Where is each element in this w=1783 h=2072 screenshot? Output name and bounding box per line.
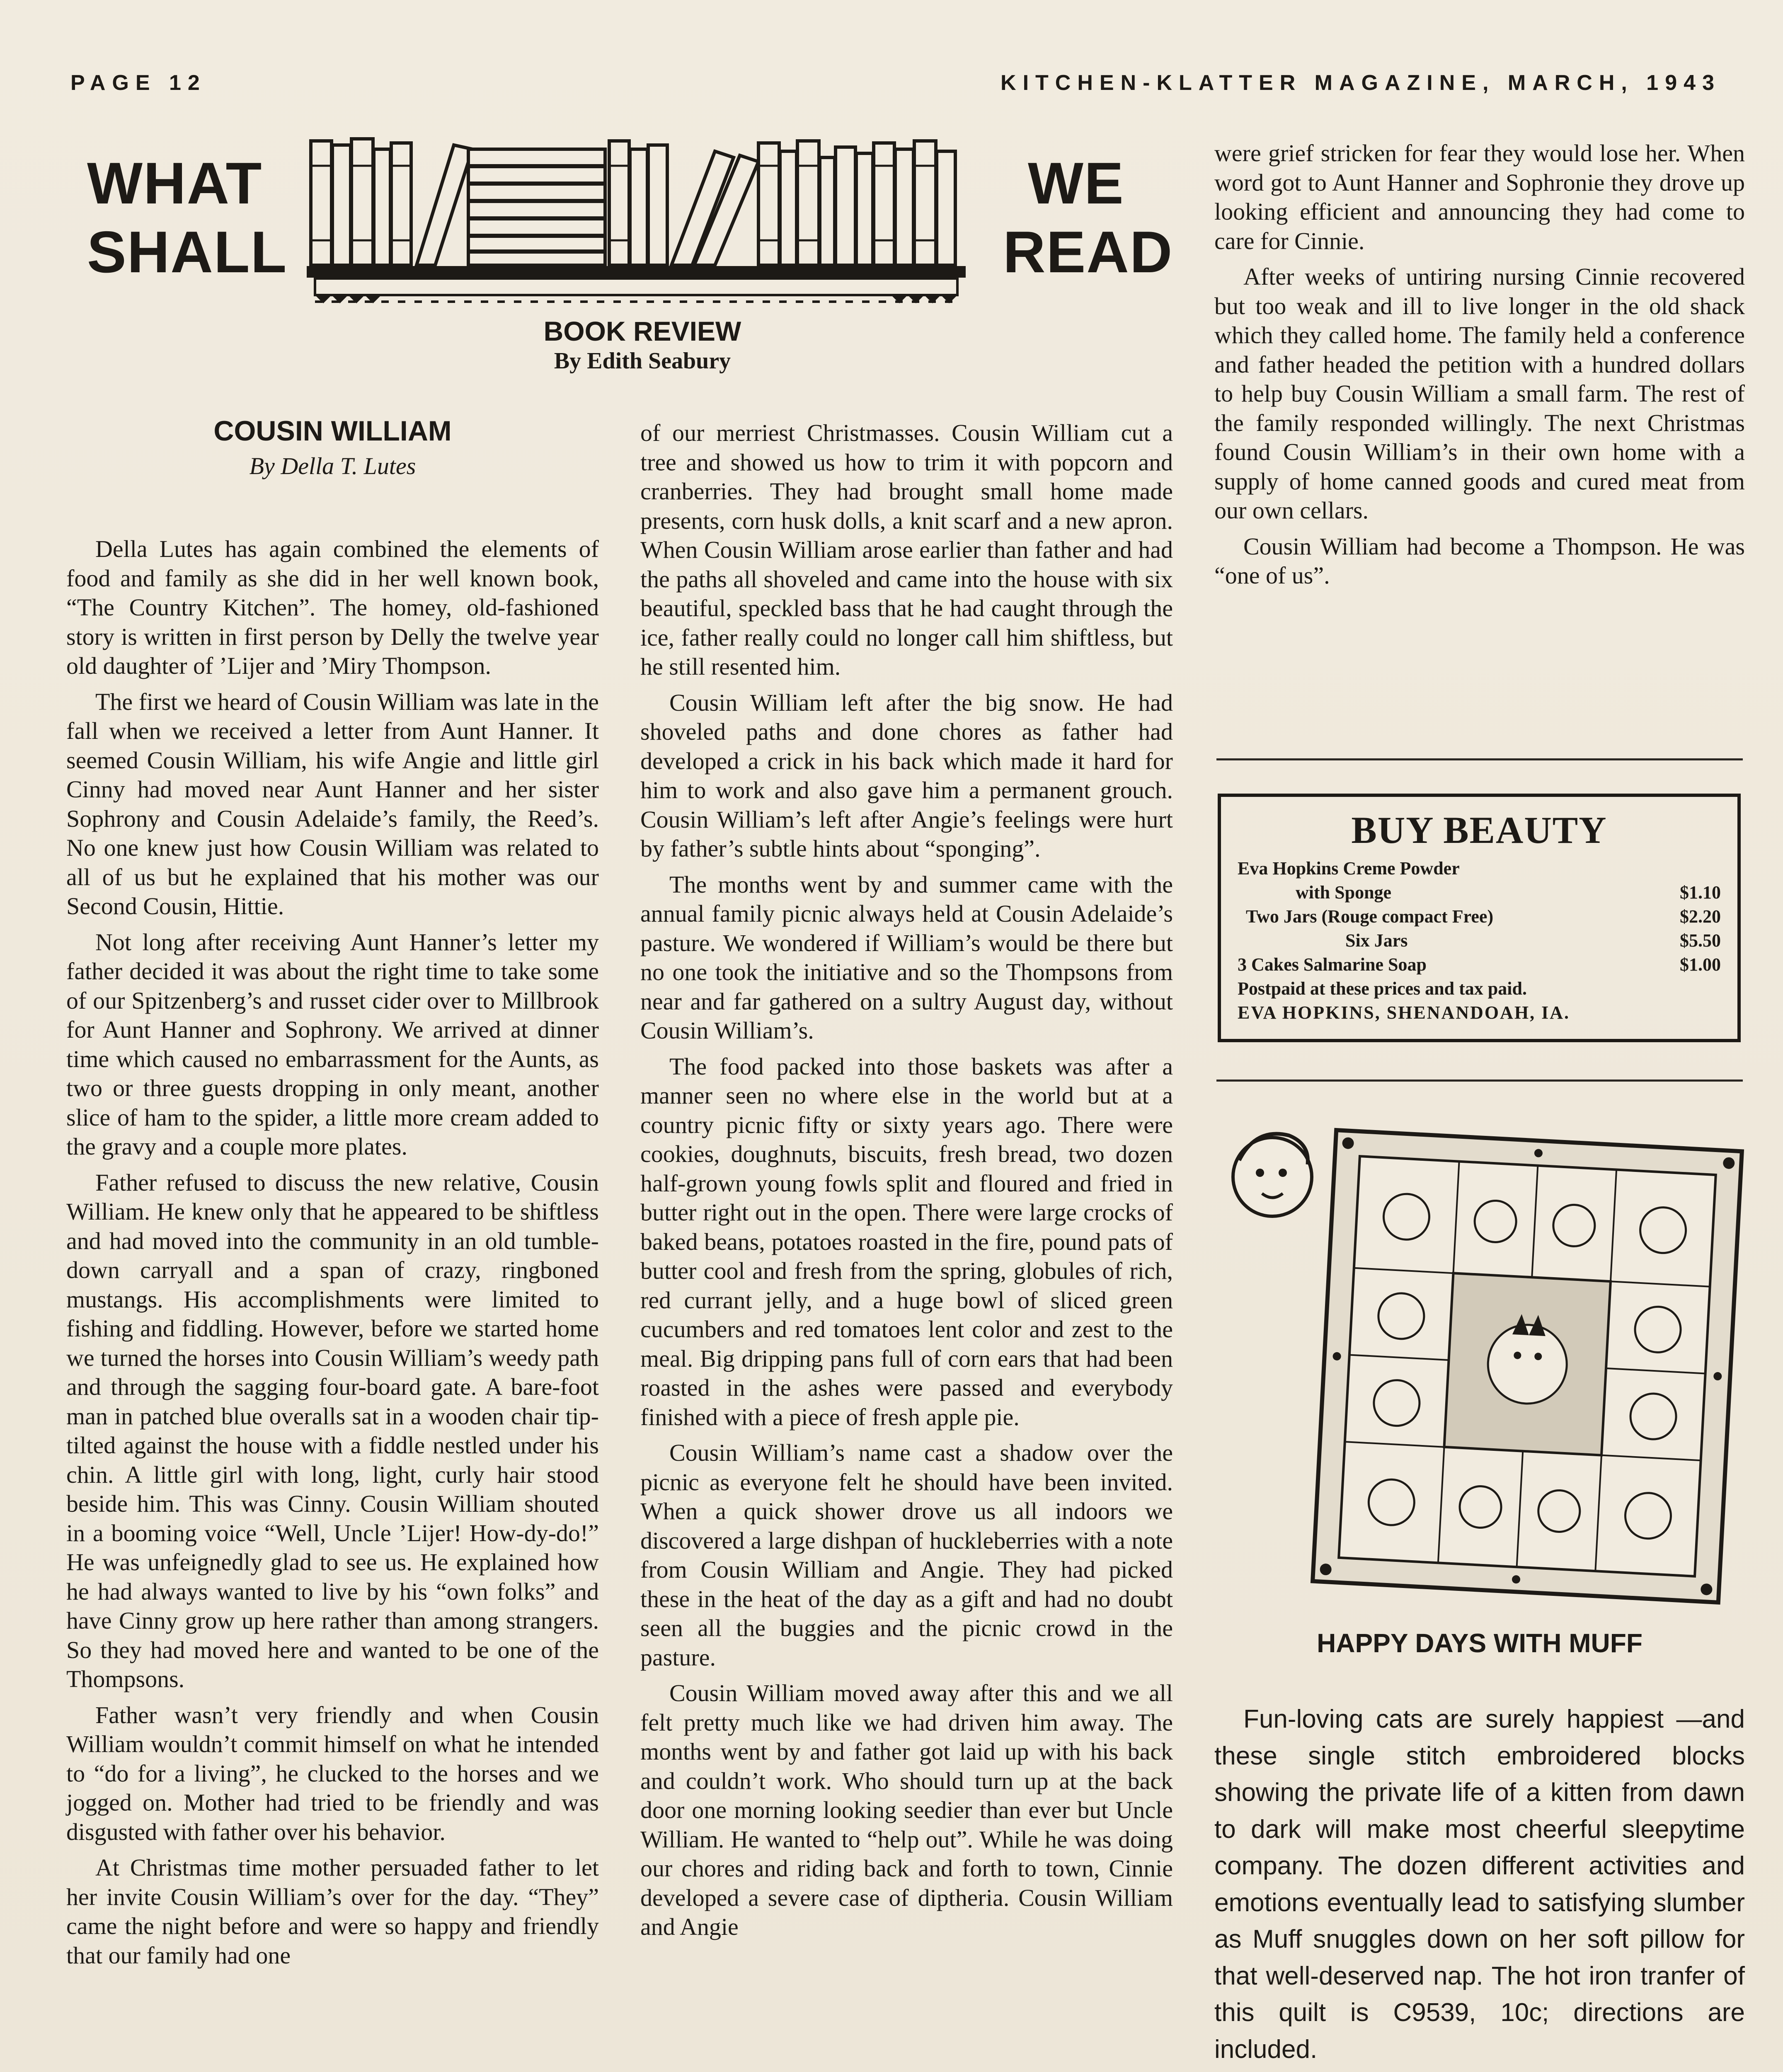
title-word-shall: SHALL (87, 219, 288, 285)
ad-note: Postpaid at these prices and tax paid. (1238, 978, 1527, 999)
ad-item (1238, 953, 1721, 977)
ad-item (1238, 929, 1721, 953)
paragraph: Cousin William’s name cast a shadow over the picnic as everyone felt he should have been invited. When a quick shower drove us all indoors we discovered a large dishpan of huckleberries with a note from Cousin William and Angie. They had picked these in the heat of the day as a gift and had no doubt seen all the buggies and the picnic crowd in the pasture. (640, 1439, 1173, 1671)
ad-item-label: Two Jars (Rouge compact Free) (1246, 906, 1494, 927)
muff-column (1214, 1701, 1745, 2072)
buy-beauty-ad (1218, 794, 1741, 1042)
paragraph: Della Lutes has again combined the elements of food and family as she did in her well known book, “The Country Kitchen”. The homey, old-fashioned story is written in first person by Delly the twelve year old daughter of ’Lijer and ’Miry Thompson. (66, 535, 599, 679)
ad-item-price: $1.00 (1680, 954, 1721, 975)
paragraph: The first we heard of Cousin William was late in the fall when we received a letter from Aunt Hanner. It seemed Cousin William, his wife Angie and little girl Cinny had moved near Aunt Hanner and her sister Sophrony and Cousin Adelaide’s family, the Reed’s. No one knew just how Cousin William was related to all of us but he explained that his mother was our Second Cousin, Hittie. (66, 688, 599, 920)
ad-item-label: Six Jars (1345, 930, 1408, 951)
title-word-we: WE (1028, 150, 1124, 216)
review-column-1 (66, 535, 599, 1977)
book-title: COUSIN WILLIAM (213, 415, 452, 447)
magazine-title-date: KITCHEN-KLATTER MAGAZINE, MARCH, 1943 (1001, 71, 1721, 95)
muff-title: HAPPY DAYS WITH MUFF (1317, 1628, 1642, 1658)
paragraph: Father refused to discuss the new relative, Cousin William. He knew only that he appeared to be shiftless and had moved into the community in an old tumble-down carryall and a span of crazy, ringboned mustangs. His accomplishments were limited to fishing and fiddling. However, before we started home we turned the horses into Cousin William’s weedy path and through the sagging four-board gate. A bare-foot man in patched blue overalls sat in a wooden chair tip-tilted against the house with a fiddle nestled under his chin. A little girl with long, light, curly hair stood beside him. This was Cinny. Cousin William shouted in a booming voice “Well, Uncle ’Lijer! How-dy-do!” He was unfeignedly glad to see us. He explained how he had always wanted to live by his “own folks” and have Cinny grow up here rather than among strangers. So they had moved here and wanted to be one of the Thompsons. (66, 1169, 599, 1692)
running-head (70, 70, 1721, 104)
review-header (456, 315, 829, 375)
title-word-read: READ (1003, 219, 1173, 285)
book-title-block (66, 412, 599, 483)
reviewer-byline: By Edith Seabury (554, 348, 731, 374)
section-title: BOOK REVIEW (543, 316, 741, 346)
divider (1216, 758, 1743, 760)
ad-title: BUY BEAUTY (1351, 809, 1607, 851)
paragraph: Cousin William moved away after this and we all felt pretty much like we had driven him away. The months went by and father got laid up with his back and couldn’t work. Who should turn up at the back door one morning looking seedier than ever but Uncle William. He wanted to “help out”. While he was doing our chores and riding back and forth to town, Cinnie developed a severe case of diptheria. Cousin William and Angie (640, 1680, 1173, 1940)
paragraph: Not long after receiving Aunt Hanner’s letter my father decided it was about the right time to take some of our Spitzenberg’s and russet cider over to Millbrook for Aunt Hanner and Sophrony. We arrived at dinner time which caused no embarrassment for the Aunts, as two or three guests dropping in only meant, another slice of ham to the spider, a little more cream added to the gravy and a couple more plates. (66, 928, 599, 1160)
kitten-quilt-illustration (1227, 1115, 1745, 1633)
ad-item (1238, 881, 1721, 905)
paragraph: The months went by and summer came with the annual family picnic always held at Cousin Adelaide’s pasture. We wondered if William’s would be there but no one took the initiative and so the Thompsons from near and far gathered on a sultry August day, without Cousin William’s. (640, 871, 1173, 1044)
review-column-2 (640, 419, 1173, 1949)
ad-item-label: 3 Cakes Salmarine Soap (1238, 954, 1427, 975)
paragraph: At Christmas time mother persuaded father to let her invite Cousin William’s over for the day. “They” came the night before and were so happy and friendly that our family had one (66, 1854, 599, 1969)
book-author: By Della T. Lutes (249, 453, 416, 479)
divider (1216, 1080, 1743, 1082)
ad-item-label: with Sponge (1296, 882, 1392, 903)
ad-item-price: $5.50 (1680, 930, 1721, 951)
ad-item-price: $2.20 (1680, 906, 1721, 927)
paragraph: Cousin William had become a Thompson. He was “one of us”. (1214, 533, 1745, 589)
paragraph: were grief stricken for fear they would lose her. When word got to Aunt Hanner and Sophronie they drove up looking efficient and announcing they had come to care for Cinnie. (1214, 140, 1745, 254)
paragraph: The food packed into those baskets was after a manner seen no where else in the world but at a country picnic fifty or sixty years ago. There were cookies, doughnuts, biscuits, fresh bread, two dozen half-grown young fowls split and floured and fried in butter right out in the open. There were large crocks of baked beans, potatoes roasted in the fire, pound pats of butter cool and fresh from the spring, globules of rich, red currant jelly, and a huge bowl of sliced green cucumbers and red tomatoes lent color and zest to the meal. Big dripping pans full of corn ears that had been roasted in the ashes were passed and everybody finished with a piece of fresh apple pie. (640, 1053, 1173, 1431)
ad-address: EVA HOPKINS, SHENANDOAH, IA. (1238, 1002, 1570, 1023)
paragraph: Father wasn’t very friendly and when Cousin William wouldn’t commit himself on what he intended to “do for a living”, he clucked to the horses and we jogged on. Mother had tried to be friendly and was disgusted with father over his behavior. (66, 1701, 599, 1845)
paragraph: of our merriest Christmasses. Cousin William cut a tree and showed us how to trim it with popcorn and cranberries. They had brought small home made presents, corn husk dolls, a knit scarf and a new apron. When Cousin William arose earlier than father and had the paths all shoveled and came into the house with six beautiful, speckled bass that he had caught through the ice, father really could no longer call him shiftless, but he still resented him. (640, 419, 1173, 680)
ad-product: Eva Hopkins Creme Powder (1238, 858, 1460, 879)
title-word-what: WHAT (87, 150, 263, 216)
feature-title-left (87, 149, 287, 287)
bookshelf-illustration (307, 133, 966, 307)
ad-item (1238, 905, 1721, 929)
paragraph: Fun-loving cats are surely happiest —and these single stitch embroidered blocks showing the private life of a kitten from dawn to dark will make most cheerful sleepytime company. The dozen different activities and emotions eventually lead to satisfying slumber as Muff snuggles down on her soft pillow for that well-deserved nap. The hot iron tranfer of this quilt is C9539, 10c; directions are included. (1214, 1705, 1745, 2064)
page-number: PAGE 12 (70, 71, 206, 95)
paragraph: Cousin William left after the big snow. He had shoveled paths and done chores as father had developed a crick in his back which made it hard for him to work and also gave him a permanent grouch. Cousin William’s left after Angie’s feelings were hurt by father’s subtle hints about “sponging”. (640, 689, 1173, 862)
ad-item-price: $1.10 (1680, 882, 1721, 903)
feature-title-right (1003, 149, 1173, 287)
paragraph: After weeks of untiring nursing Cinnie recovered but too weak and ill to live longer in the old shack which they called home. The family held a conference and father headed the petition with a hundred dollars to help buy Cousin William a small farm. The rest of the family responded willingly. The next Christmas found Cousin William’s in their own home with a supply of home canned goods and cured meat from our own cellars. (1214, 263, 1745, 524)
review-column-3 (1214, 139, 1745, 597)
